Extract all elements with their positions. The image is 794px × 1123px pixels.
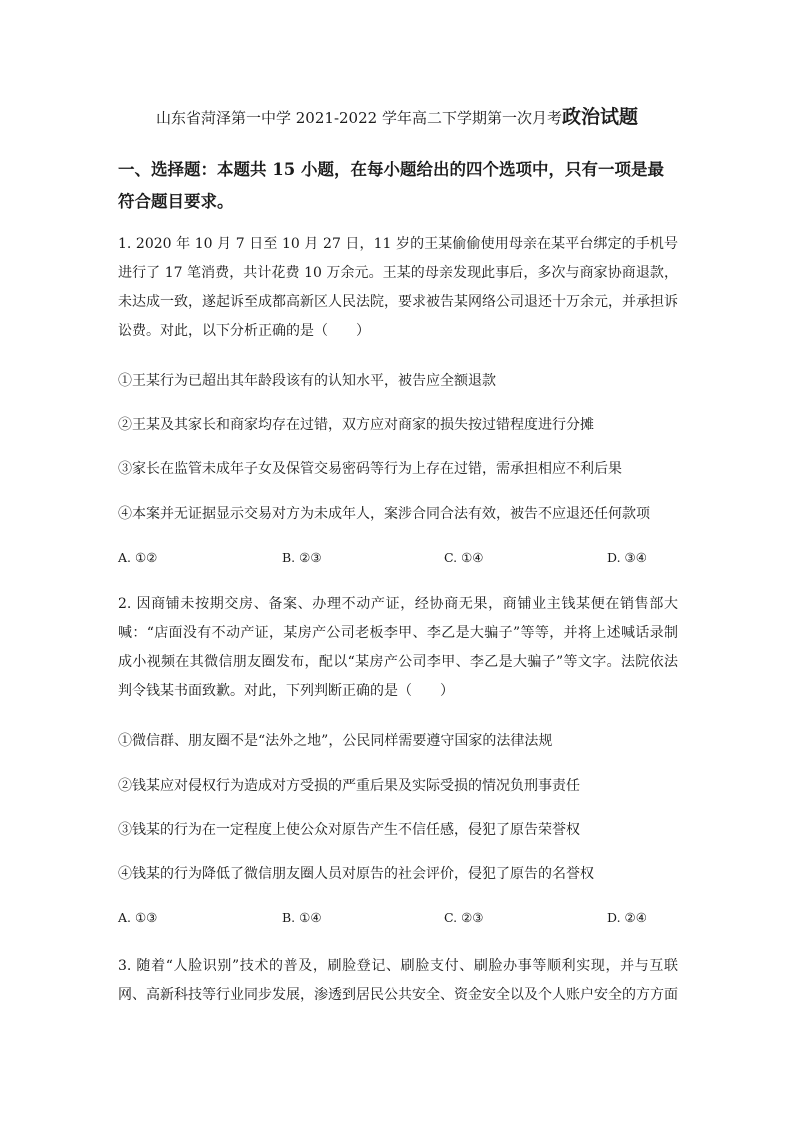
- question-1-choice-a: A. ①②: [118, 550, 158, 565]
- question-2-choice-c: C. ②③: [444, 910, 484, 925]
- question-2-choice-b: B. ①④: [282, 910, 322, 925]
- question-2-choice-d: D. ②④: [607, 910, 647, 925]
- question-1-option-3: ③家长在监管未成年子女及保管交易密码等行为上存在过错，需承担相应不利后果: [118, 461, 622, 477]
- document-title: [0, 106, 794, 129]
- question-2-option-2: ②钱某应对侵权行为造成对方受损的严重后果及实际受损的情况负刑事责任: [118, 778, 580, 794]
- question-2-choices: [118, 910, 678, 930]
- question-1-choice-b: B. ②③: [282, 550, 322, 565]
- question-1-option-4: ④本案并无证据显示交易对方为未成年人，案涉合同合法有效，被告不应退还任何款项: [118, 506, 650, 522]
- question-2-choice-a: A. ①③: [118, 910, 158, 925]
- question-1-option-2: ②王某及其家长和商家均存在过错，双方应对商家的损失按过错程度进行分摊: [118, 417, 594, 433]
- question-1-choice-d: D. ③④: [607, 550, 647, 565]
- question-2-option-1: ①微信群、朋友圈不是“法外之地”，公民同样需要遵守国家的法律法规: [118, 733, 553, 749]
- question-2-option-3: ③钱某的行为在一定程度上使公众对原告产生不信任感，侵犯了原告荣誉权: [118, 822, 580, 838]
- section-heading: 一、选择题：本题共 15 小题，在每小题给出的四个选项中，只有一项是最符合题目要求。: [118, 160, 664, 211]
- question-1-choice-c: C. ①④: [444, 550, 484, 565]
- question-2-option-4: ④钱某的行为降低了微信朋友圈人员对原告的社会评价，侵犯了原告的名誉权: [118, 866, 594, 882]
- title-bold-text: 政治试题: [561, 106, 638, 128]
- question-1-stem: 1. 2020 年 10 月 7 日至 10 月 27 日，11 岁的王某偷偷使用母亲在某平台绑定的手机号进行了 17 笔消费，共计花费 10 万余元。王某的母亲发现此事后，多次与商家协商退款，未达成一致，遂起诉至成都高新区人民法院，要求被告某网络公司退还十万余元，并承担诉讼费。对此，以下分析正确的是（ ）: [118, 236, 678, 339]
- question-1-option-1: ①王某行为已超出其年龄段该有的认知水平，被告应全额退款: [118, 373, 496, 389]
- question-3-stem: 3. 随着“人脸识别”技术的普及，刷脸登记、刷脸支付、刷脸办事等顺利实现，并与互联网、高新科技等行业同步发展，渗透到居民公共安全、资金安全以及个人账户安全的方方面: [118, 958, 678, 1003]
- question-1-choices: [118, 550, 678, 570]
- title-text: 山东省菏泽第一中学 2021-2022 学年高二下学期第一次月考: [156, 109, 562, 127]
- question-2-stem: 2. 因商铺未按期交房、备案、办理不动产证，经协商无果，商铺业主钱某便在销售部大喊：“店面没有不动产证，某房产公司老板李甲、李乙是大骗子”等等，并将上述喊话录制成小视频在其微信朋友圈发布，配以“某房产公司李甲、李乙是大骗子”等文字。法院依法判令钱某书面致歉。对此，下列判断正确的是（ ）: [118, 596, 678, 699]
